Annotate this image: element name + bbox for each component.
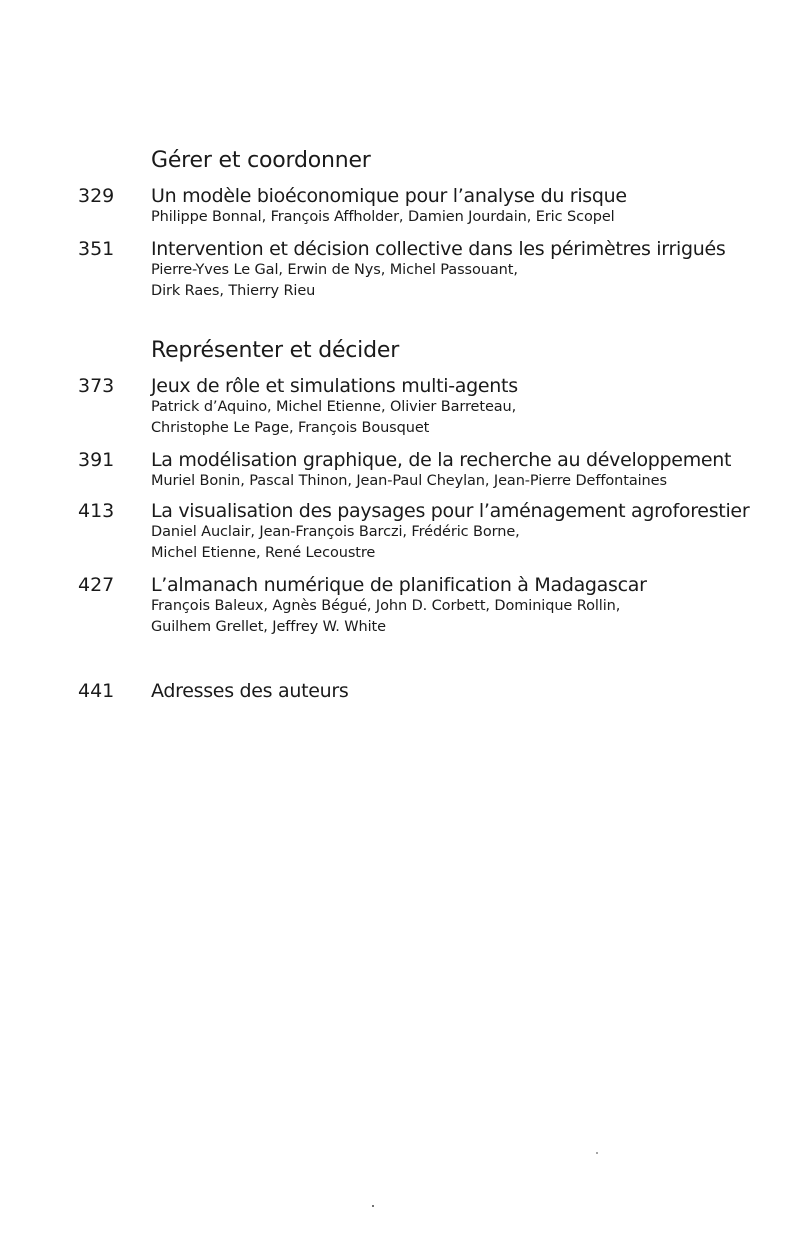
authors-line: François Baleux, Agnès Bégué, John D. Corbett, Dominique Rollin, — [151, 598, 621, 614]
entry-authors — [151, 260, 791, 302]
page-number: 413 — [78, 500, 115, 522]
entry-authors — [151, 471, 791, 492]
authors-line: Dirk Raes, Thierry Rieu — [151, 283, 316, 299]
entry-authors — [151, 596, 791, 638]
scan-speck — [372, 1205, 374, 1207]
entry-title: L’almanach numérique de planification à Madagascar — [151, 574, 647, 596]
entry-title: La visualisation des paysages pour l’aménagement agroforestier — [151, 500, 750, 522]
section-title-representer: Représenter et décider — [151, 338, 400, 363]
entry-authors — [151, 207, 791, 228]
entry-title: La modélisation graphique, de la recherche au développement — [151, 449, 732, 471]
authors-line: Philippe Bonnal, François Affholder, Damien Jourdain, Eric Scopel — [151, 209, 615, 225]
entry-title: Intervention et décision collective dans les périmètres irrigués — [151, 238, 726, 260]
page-number: 427 — [78, 574, 115, 596]
authors-line: Pierre-Yves Le Gal, Erwin de Nys, Michel Passouant, — [151, 262, 518, 278]
entry-title: Jeux de rôle et simulations multi-agents — [151, 375, 518, 397]
page-number: 351 — [78, 238, 115, 260]
section-title-gerer: Gérer et coordonner — [151, 148, 371, 173]
authors-line: Christophe Le Page, François Bousquet — [151, 420, 430, 436]
entry-authors — [151, 397, 791, 439]
page-number: 441 — [78, 680, 115, 702]
authors-line: Daniel Auclair, Jean-François Barczi, Frédéric Borne, — [151, 524, 520, 540]
authors-line: Muriel Bonin, Pascal Thinon, Jean-Paul Cheylan, Jean-Pierre Deffontaines — [151, 473, 667, 489]
authors-line: Guilhem Grellet, Jeffrey W. White — [151, 619, 386, 635]
page-number: 391 — [78, 449, 115, 471]
authors-line: Michel Etienne, René Lecoustre — [151, 545, 376, 561]
authors-line: Patrick d’Aquino, Michel Etienne, Olivier Barreteau, — [151, 399, 517, 415]
entry-title: Adresses des auteurs — [151, 680, 349, 702]
entry-authors — [151, 522, 791, 564]
entry-title: Un modèle bioéconomique pour l’analyse du risque — [151, 185, 627, 207]
page-number: 373 — [78, 375, 115, 397]
page-number: 329 — [78, 185, 115, 207]
scan-speck — [596, 1152, 598, 1154]
